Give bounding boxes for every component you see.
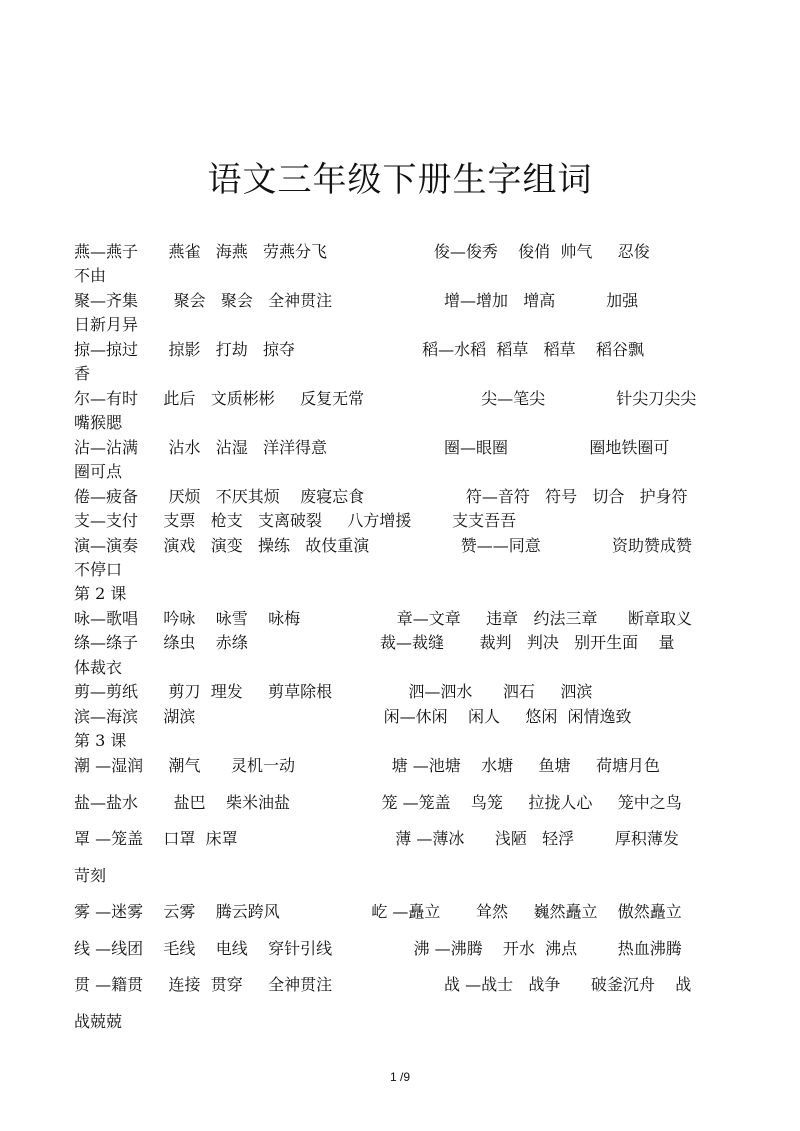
text-line: 聚—齐集 聚会 聚会 全神贯注 增—增加 增高 加强 <box>74 291 639 310</box>
text-line: 滨—海滨 湖滨 闲—休闲 闲人 悠闲 闲情逸致 <box>74 707 632 726</box>
text-line: 战兢兢 <box>74 1012 123 1031</box>
text-line: 嘴猴腮 <box>74 413 123 432</box>
text-line: 演—演奏 演戏 演变 操练 故伎重演 赞——同意 资助赞成赞 <box>74 536 692 555</box>
text-line: 掠—掠过 掠影 打劫 掠夺 稻—水稻 稻草 稻草 稻谷飘 <box>74 340 644 359</box>
text-line: 燕—燕子 燕雀 海燕 劳燕分飞 俊—俊秀 俊俏 帅气 忍俊 <box>74 242 650 261</box>
text-line: 香 <box>74 364 91 383</box>
text-line: 雾 —迷雾 云雾 腾云跨风 屹 —矗立 耸然 巍然矗立 傲然矗立 <box>74 902 682 921</box>
text-line: 不由 <box>74 266 107 285</box>
text-line: 盐—盐水 盐巴 柴米油盐 笼 —笼盖 鸟笼 拉拢人心 笼中之鸟 <box>74 793 682 812</box>
text-line: 潮 —湿润 潮气 灵机一动 塘 —池塘 水塘 鱼塘 荷塘月色 <box>74 756 660 775</box>
text-line: 绦—绦子 绦虫 赤绦 裁—裁缝 裁判 判决 别开生面 量 <box>74 633 675 652</box>
text-line: 咏—歌唱 吟咏 咏雪 咏梅 章—文章 违章 约法三章 断章取义 <box>74 609 692 628</box>
section-heading: 第 3 课 <box>74 731 127 750</box>
text-line: 苛刻 <box>74 866 107 885</box>
text-line: 贯 —籍贯 连接 贯穿 全神贯注 战 —战士 战争 破釜沉舟 战 <box>74 975 692 994</box>
text-line: 日新月异 <box>74 315 139 334</box>
section-heading: 第 2 课 <box>74 584 127 603</box>
page-number: 1 /9 <box>389 1070 410 1084</box>
text-line: 沾—沾满 沾水 沾湿 洋洋得意 圈—眼圈 圈地铁圈可 <box>74 438 670 457</box>
text-line: 圈可点 <box>74 462 123 481</box>
page-title: 语文三年级下册生字组词 <box>207 160 593 200</box>
text-line: 倦—疲备 厌烦 不厌其烦 废寝忘食 符—音符 符号 切合 护身符 <box>74 487 688 506</box>
text-line: 不停口 <box>74 560 123 579</box>
text-line: 剪—剪纸 剪刀 理发 剪草除根 泗—泗水 泗石 泗滨 <box>74 682 593 701</box>
text-line: 罩 —笼盖 口罩 床罩 薄 —薄冰 浅陋 轻浮 厚积薄发 <box>74 829 679 848</box>
text-line: 线 —线团 毛线 电线 穿针引线 沸 —沸腾 开水 沸点 热血沸腾 <box>74 939 682 958</box>
text-line: 支—支付 支票 枪支 支离破裂 八方增援 支支吾吾 <box>74 511 517 530</box>
text-line: 尔—有时 此后 文质彬彬 反复无常 尖—笔尖 针尖刀尖尖 <box>74 389 697 408</box>
text-line: 体裁衣 <box>74 658 123 677</box>
